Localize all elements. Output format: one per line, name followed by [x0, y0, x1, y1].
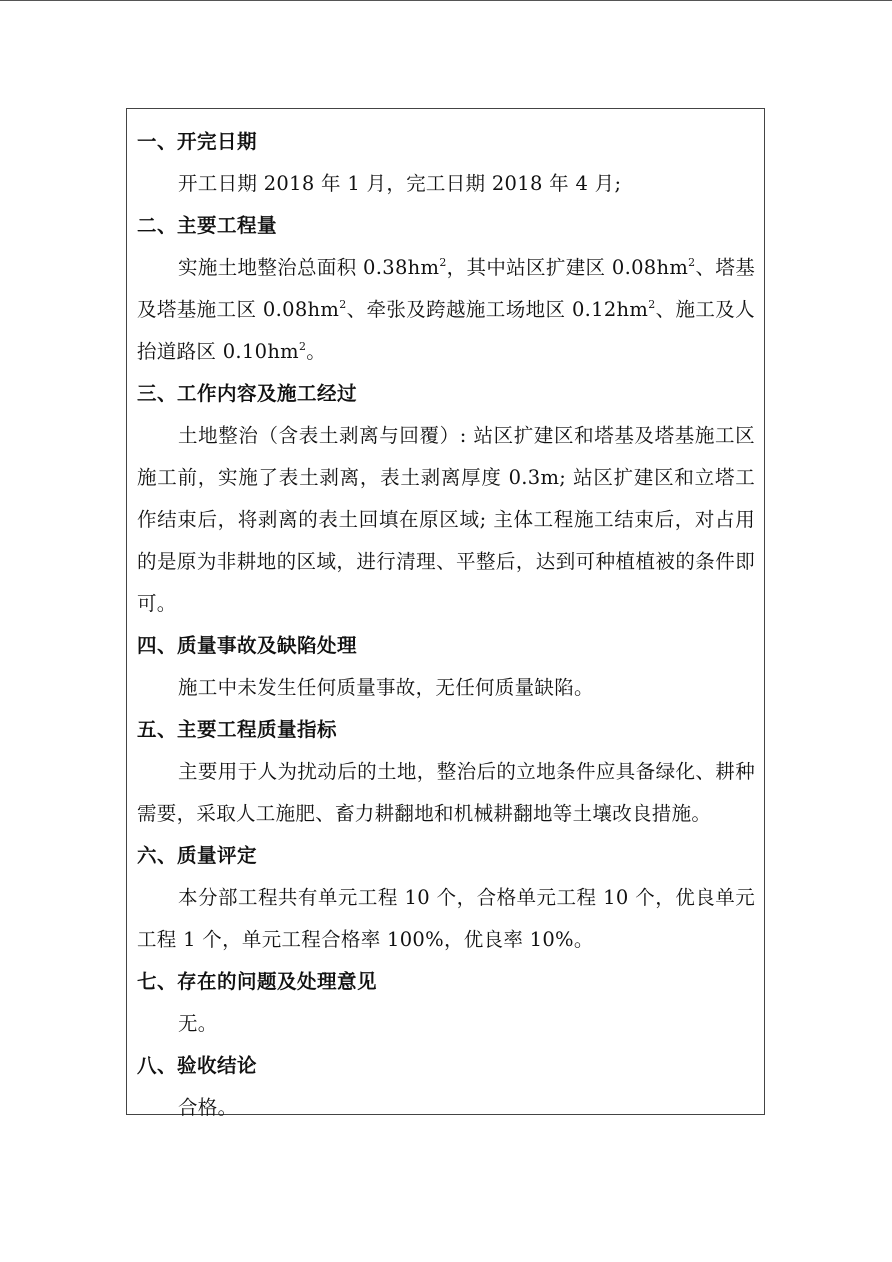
section-heading-quality-indicators: 五、主要工程质量指标 [137, 718, 338, 741]
page-top-border [0, 0, 892, 1]
section-heading-main-quantities: 二、主要工程量 [137, 214, 278, 237]
section-heading-work-content: 三、工作内容及施工经过 [137, 382, 358, 405]
section-heading-conclusion: 八、验收结论 [137, 1054, 258, 1077]
section-text-conclusion: 合格。 [178, 1096, 238, 1119]
section-text-schedule: 开工日期 2018 年 1 月，完工日期 2018 年 4 月; [178, 172, 622, 195]
section-heading-schedule: 一、开完日期 [137, 130, 258, 153]
section-text-work-content: 土地整治（含表土剥离与回覆）: 站区扩建区和塔基及塔基施工区施工前，实施了表土剥离，表土剥离厚度 0.3m; 站区扩建区和立塔工作结束后，将剥离的表土回填在原区域; 主体工程施工结束后，对占用的是原为非耕地的区域，进行清理、平整后，达到可种植植被的条件即可。 [137, 424, 755, 615]
section-text-main-quantities: 实施土地整治总面积 $0.38hm^2$，其中站区扩建区 $0.08hm^2$、塔基及塔基施工区 $0.08hm^2$、牵张及跨越施工场地区 $0.12hm^2$、施工及人抬道路区 $0.10hm^2$。 [137, 256, 755, 363]
section-text-quality-assessment: 本分部工程共有单元工程 10 个，合格单元工程 10 个，优良单元工程 1 个，单元工程合格率 100%，优良率 10%。 [137, 886, 755, 951]
section-heading-quality-accidents: 四、质量事故及缺陷处理 [137, 634, 358, 657]
section-text-issues: 无。 [178, 1012, 218, 1035]
section-heading-issues: 七、存在的问题及处理意见 [137, 970, 378, 993]
form-content [137, 121, 755, 1129]
section-text-quality-indicators: 主要用于人为扰动后的土地，整治后的立地条件应具备绿化、耕种需要，采取人工施肥、畜力耕翻地和机械耕翻地等土壤改良措施。 [137, 760, 755, 825]
acceptance-form-box [126, 108, 765, 1119]
section-text-quality-accidents: 施工中未发生任何质量事故，无任何质量缺陷。 [178, 676, 594, 699]
section-heading-quality-assessment: 六、质量评定 [137, 844, 258, 867]
